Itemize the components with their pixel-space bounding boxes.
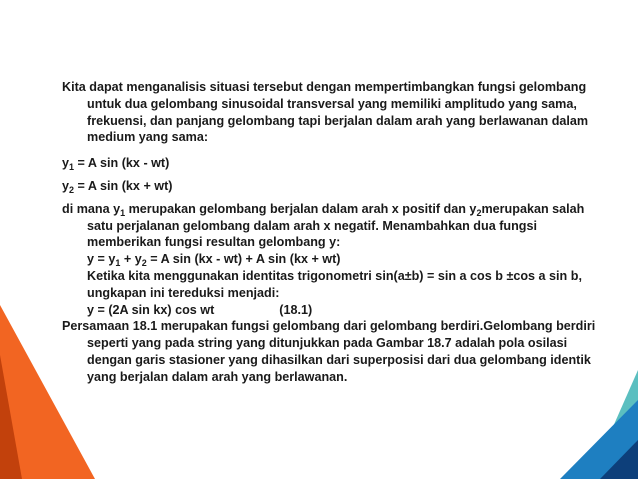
intro-paragraph: Kita dapat menganalisis situasi tersebut dengan mempertimbangkan fungsi gelombang untuk dua gelombang sinusoidal transversal yang memiliki amplitudo yang sama, frekuensi, dan panjang gelombang tapi berjalan dalam arah yang berlawanan dalam medium yang sama: xyxy=(62,80,589,145)
equation-y2: $y_2 = A$ sin (kx + wt) xyxy=(62,178,173,195)
result-equation: y = (2A sin kx) cos wt (18.1) xyxy=(87,302,313,317)
equation-tag: (18.1) xyxy=(279,302,313,317)
explanation-paragraph: di mana $y_1$ merupakan gelombang berjalan dalam arah x positif dan $y_2merupakan$ salah satu perjalanan gelombang dalam arah x negatif. Menambahkan dua fungsi memberikan fungsi resultan gelombang y: $y = y_1 + y_2 = A$ sin (kx - wt) + A sin (kx + wt) Ketika kita menggunakan identitas trigonometri sin(a±b) = sin a cos b ±cos a sin b, ungkapan ini tereduksi menjadi: y = (2A sin kx) cos wt (18.1) xyxy=(62,201,585,317)
equation-y1: $y_1 = A$ sin (kx - wt) xyxy=(62,156,170,173)
conclusion-paragraph: Persamaan 18.1 merupakan fungsi gelombang dari gelombang berdiri.Gelombang berdiri seperti yang pada string yang ditunjukkan pada Gambar 18.7 adalah pola osilasi dengan garis stasioner yang dihasilkan dari superposisi dari dua gelombang identik yang berjalan dalam arah yang berlawanan. xyxy=(62,319,596,384)
identity-text: Ketika kita menggunakan identitas trigonometri sin(a±b) = sin a cos b ±cos a sin b, ungkapan ini tereduksi menjadi: xyxy=(87,268,582,300)
sum-equation: $y = y_1 + y_2 = A$ sin (kx - wt) + A sin (kx + wt) xyxy=(87,252,341,269)
slide-body xyxy=(62,79,602,386)
